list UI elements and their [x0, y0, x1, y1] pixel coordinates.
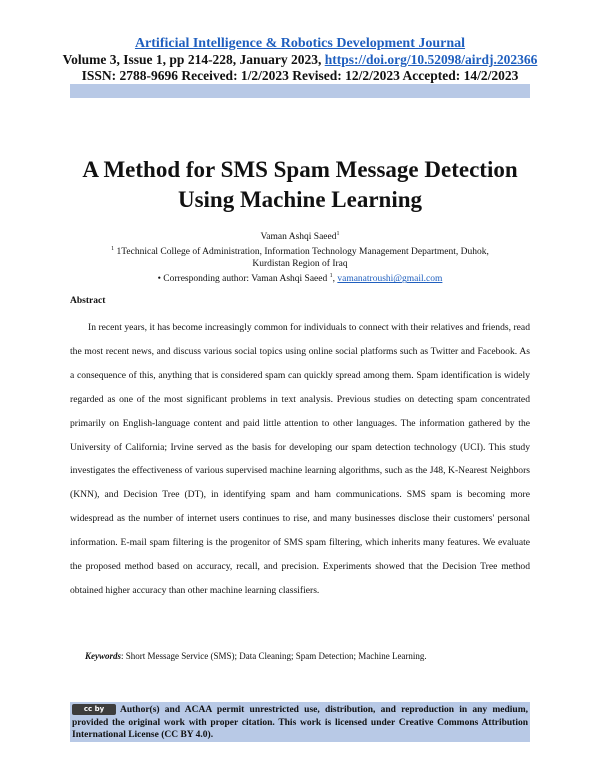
- author-name-sup: 1: [336, 231, 340, 237]
- volume-text: Volume 3, Issue 1, pp 214-228, January 2023,: [62, 52, 325, 67]
- header-divider-bar: [70, 84, 530, 98]
- journal-header: [0, 36, 600, 84]
- author-block: [0, 228, 600, 285]
- abstract-text: In recent years, it has become increasingly common for individuals to connect with their relatives and friends, read the most recent news, and discuss various social topics using online social platforms such as Twitter and Facebook. As a consequence of this, anything that is considered spam can quickly spread among them. Spam identification is widely regarded as one of the most significant problems in text analysis. Previous studies on detecting spam concentrated primarily on English-language content and paid little attention to other languages. The information gathered by the University of California; Irvine served as the basis for developing our spam detection technology (UCI). This study investigates the effectiveness of various supervised machine learning algorithms, such as the J48, K-Nearest Neighbors (KNN), and Decision Tree (DT), in identifying spam and ham communications. SMS spam is becoming more widespread as the number of internet users continues to rise, and many businesses disclose their customers' personal information. E-mail spam filtering is the progenitor of SMS spam filtering, which inherits many features. We evaluate the proposed method based on accuracy, recall, and precision. Experiments showed that the Decision Tree method obtained higher accuracy than other machine learning classifiers.: [70, 322, 530, 596]
- paper-title-line-1: A Method for SMS Spam Message Detection: [82, 157, 518, 182]
- license-text: Author(s) and ACAA permit unrestricted use, distribution, and reproduction in any medium, provided the original work with proper citation. This work is licensed under Creative Commons Attribution International License (CC BY 4.0).: [72, 705, 528, 740]
- author-name-line: [0, 228, 600, 243]
- corresponding-sup: 1: [329, 273, 333, 280]
- abstract-heading: Abstract: [70, 296, 106, 306]
- issn-line: ISSN: 2788-9696 Received: 1/2/2023 Revised: 12/2/2023 Accepted: 14/2/2023: [81, 68, 519, 83]
- email-link[interactable]: vamanatroushi@gmail.com: [337, 274, 443, 285]
- corresponding-sep: ,: [332, 274, 338, 285]
- paper-title-line-2: Using Machine Learning: [177, 187, 423, 212]
- keywords-line: [85, 651, 530, 661]
- corresponding-line: [0, 270, 600, 285]
- affiliation-text-1: 1Technical College of Administration, Information Technology Management Department, Duhok,: [114, 247, 489, 258]
- volume-line: [0, 52, 600, 68]
- affiliation-sup: 1: [111, 246, 115, 253]
- paper-title: [0, 155, 600, 215]
- affiliation-line-2: Kurdistan Region of Iraq: [252, 259, 348, 270]
- keywords-label: Keywords: [85, 651, 121, 661]
- author-name: Vaman Ashqi Saeed: [260, 232, 337, 243]
- journal-title-link[interactable]: Artificial Intelligence & Robotics Development Journal: [134, 36, 466, 51]
- cc-by-logo-icon[interactable]: cc by: [72, 704, 116, 715]
- doi-link[interactable]: https://doi.org/10.52098/airdj.202366: [324, 52, 538, 67]
- affiliation-line-1: [0, 243, 600, 258]
- license-box: [70, 702, 530, 742]
- corresponding-text: • Corresponding author: Vaman Ashqi Saeed: [157, 274, 330, 285]
- keywords-text: : Short Message Service (SMS); Data Cleaning; Spam Detection; Machine Learning.: [121, 651, 427, 661]
